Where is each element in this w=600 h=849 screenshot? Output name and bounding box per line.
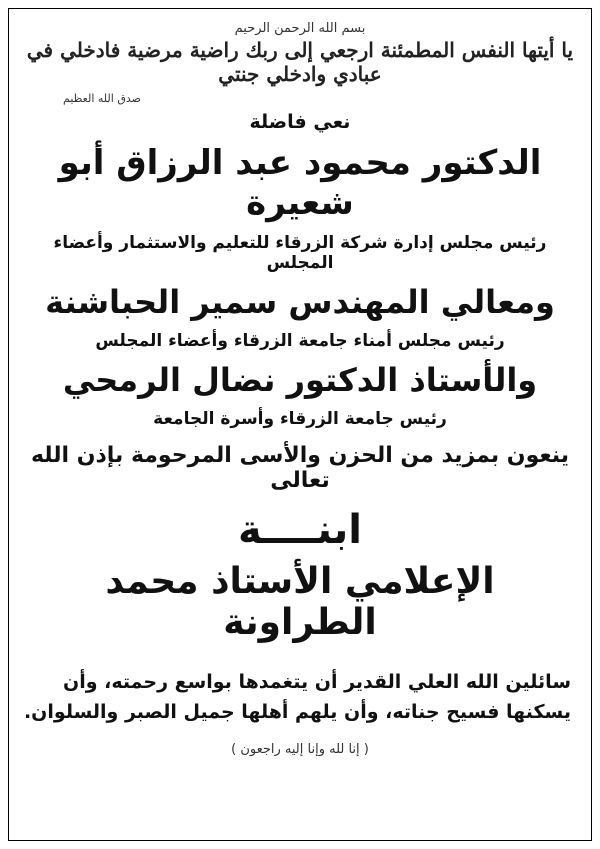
notice-title: نعي فاضلة: [249, 111, 351, 133]
mourner-role-1: رئيس مجلس إدارة شركة الزرقاء للتعليم والاستثمار وأعضاء المجلس: [53, 233, 547, 273]
sadaq-allah: صدق الله العظيم: [63, 92, 141, 105]
deceased-relative: الإعلامي الأستاذ محمد الطراونة: [105, 561, 495, 643]
obituary-frame: [8, 8, 592, 841]
basmala: بسم الله الرحمن الرحيم: [234, 21, 366, 36]
prayer-text: سائلين الله العلي القدير أن يتغمدها بواسع رحمته، وأن يسكنها فسيح جناته، وأن يلهم أهلها جميل الصبر والسلوان.: [23, 671, 571, 724]
quran-verse: يا أيتها النفس المطمئنة ارجعي إلى ربك راضية مرضية فادخلي في عبادي وادخلي جنتي: [26, 38, 574, 86]
mourner-name-2: ومعالي المهندس سمير الحباشنة: [45, 283, 555, 321]
announcement: ينعون بمزيد من الحزن والأسى المرحومة بإذن الله تعالى: [30, 443, 570, 493]
mourner-name-3: والأستاذ الدكتور نضال الرمحي: [62, 361, 538, 399]
mourner-role-3: رئيس جامعة الزرقاء وأسرة الجامعة: [153, 409, 447, 429]
obituary-content: [23, 19, 577, 830]
mourner-role-2: رئيس مجلس أمناء جامعة الزرقاء وأعضاء المجلس: [95, 331, 505, 351]
mourner-name-1: الدكتور محمود عبد الرزاق أبو شعيرة: [58, 143, 542, 223]
relation-label: ابنــــة: [237, 507, 362, 553]
closing-verse: ( إنا لله وإنا إليه راجعون ): [231, 741, 369, 757]
